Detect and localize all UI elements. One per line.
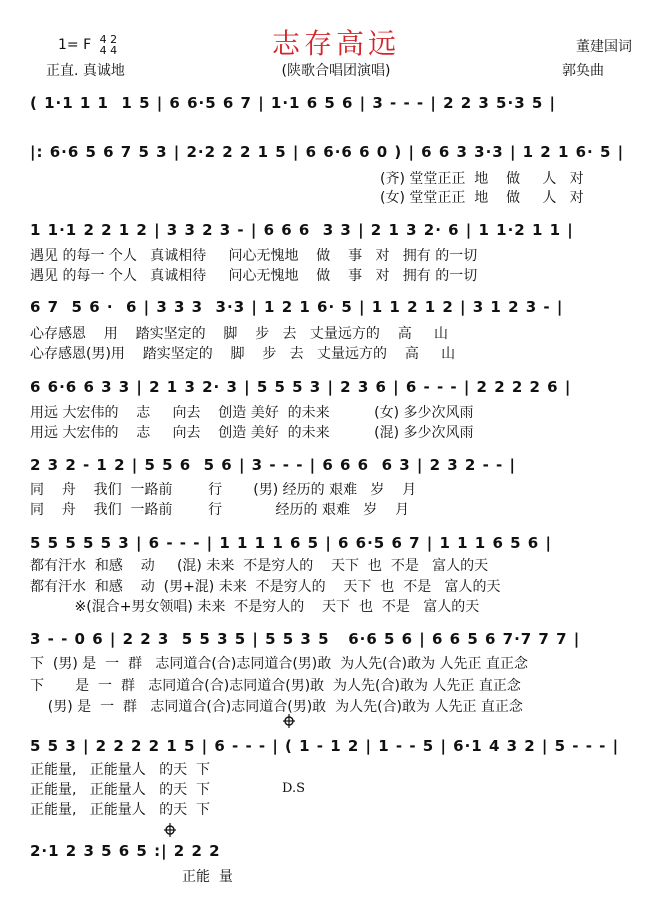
score-row-1-notes: ( 1·1 1 1 1 5 | 6 6·5 6 7 | 1·1 6 5 6 | 3 - - - | 2 2 3 5·3 5 | xyxy=(30,94,556,112)
composer-credit: 郭奂曲 xyxy=(562,63,604,79)
score-row-9-lyric-2: 正能量, 正能量人 的天 下 xyxy=(30,782,211,798)
coda-icon xyxy=(283,714,295,732)
score-row-2-lyric-1: (齐) 堂堂正正 地 做 人 对 xyxy=(380,171,584,187)
dal-segno-mark: D.S xyxy=(282,781,305,796)
score-row-2-notes: |: 6·6 5 6 7 5 3 | 2·2 2 2 1 5 | 6 6·6 6 0 ) | 6 6 3 3·3 | 1 2 1 6· 5 | xyxy=(30,143,625,161)
score-row-9-notes: 5 5 3 | 2 2 2 2 1 5 | 6 - - - | ( 1 - 1 2 | 1 - - 5 | 6·1 4 3 2 | 5 - - - | xyxy=(30,737,620,755)
time-top: 4 2 xyxy=(99,33,118,46)
score-row-4-lyric-2: 心存感恩(男)用 踏实坚定的 脚 步 去 丈量远方的 高 山 xyxy=(30,346,456,362)
score-row-8-notes: 3 - - 0 6 | 2 2 3 5 5 3 5 | 5 5 3 5 6·6 5 6 | 6 6 5 6 7·7 7 7 | xyxy=(30,630,581,648)
score-row-3-lyric-1: 遇见 的每一 个人 真诚相待 问心无愧地 做 事 对 拥有 的一切 xyxy=(30,248,478,264)
score-row-7-lyric-1: 都有汗水 和感 动 (混) 未来 不是穷人的 天下 也 不是 富人的天 xyxy=(30,558,489,574)
tempo-style: 正直. 真诚地 xyxy=(46,63,125,79)
score-row-6-notes: 2 3 2 - 1 2 | 5 5 6 5 6 | 3 - - - | 6 6 6 6 3 | 2 3 2 - - | xyxy=(30,456,516,474)
score-row-10-notes: 2·1 2 3 5 6 5 :| 2 2 2 xyxy=(30,842,221,860)
score-row-3-notes: 1 1·1 2 2 1 2 | 3 3 2 3 - | 6 6 6 3 3 | 2 1 3 2· 6 | 1 1·2 1 1 | xyxy=(30,221,574,239)
score-row-8-lyric-2: 下 是 一 群 志同道合(合)志同道合(男)敢 为人先(合)敢为 人先正 直正念 xyxy=(30,678,521,694)
page-title: 志存高远 xyxy=(271,27,400,60)
score-row-3-lyric-2: 遇见 的每一 个人 真诚相待 问心无愧地 做 事 对 拥有 的一切 xyxy=(30,268,478,284)
score-row-4-notes: 6 7 5 6 · 6 | 3 3 3 3·3 | 1 2 1 6· 5 | 1 1 2 1 2 | 3 1 2 3 - | xyxy=(30,298,564,316)
coda-icon xyxy=(164,823,176,841)
score-row-9-lyric-3: 正能量, 正能量人 的天 下 xyxy=(30,802,211,818)
score-row-6-lyric-1: 同 舟 我们 一路前 行 (男) 经历的 艰难 岁 月 xyxy=(30,482,417,498)
score-row-7-notes: 5 5 5 5 5 3 | 6 - - - | 1 1 1 1 6 5 | 6 6·5 6 7 | 1 1 1 6 5 6 | xyxy=(30,534,552,552)
score-row-7-lyric-3: ※(混合+男女领唱) 未来 不是穷人的 天下 也 不是 富人的天 xyxy=(30,599,480,615)
score-row-10-lyric: 正能 量 xyxy=(182,869,233,885)
time-signature xyxy=(100,34,118,56)
lyricist-credit: 董建国词 xyxy=(576,39,632,55)
score-row-5-lyric-2: 用远 大宏伟的 志 向去 创造 美好 的未来 (混) 多少次风雨 xyxy=(30,425,474,441)
score-row-8-lyric-1: 下 (男) 是 一 群 志同道合(合)志同道合(男)敢 为人先(合)敢为 人先正 直正念 xyxy=(30,656,528,672)
score-row-6-lyric-2: 同 舟 我们 一路前 行 经历的 艰难 岁 月 xyxy=(30,502,410,518)
score-row-4-lyric-1: 心存感恩 用 踏实坚定的 脚 步 去 丈量远方的 高 山 xyxy=(30,326,448,342)
score-row-7-lyric-2: 都有汗水 和感 动 (男+混) 未来 不是穷人的 天下 也 不是 富人的天 xyxy=(30,579,501,595)
score-row-2-lyric-2: (女) 堂堂正正 地 做 人 对 xyxy=(380,190,584,206)
time-bottom: 4 4 xyxy=(99,44,118,57)
score-row-5-notes: 6 6·6 6 3 3 | 2 1 3 2· 3 | 5 5 5 3 | 2 3 6 | 6 - - - | 2 2 2 2 6 | xyxy=(30,378,572,396)
key-signature xyxy=(58,34,117,56)
key-label: 1= F xyxy=(58,37,92,53)
score-row-9-lyric-1: 正能量, 正能量人 的天 下 xyxy=(30,762,211,778)
score-row-5-lyric-1: 用远 大宏伟的 志 向去 创造 美好 的未来 (女) 多少次风雨 xyxy=(30,405,474,421)
score-row-8-lyric-3: (男) 是 一 群 志同道合(合)志同道合(男)敢 为人先(合)敢为 人先正 直正念 xyxy=(30,699,523,715)
page-subtitle: (陕歌合唱团演唱) xyxy=(281,63,391,79)
